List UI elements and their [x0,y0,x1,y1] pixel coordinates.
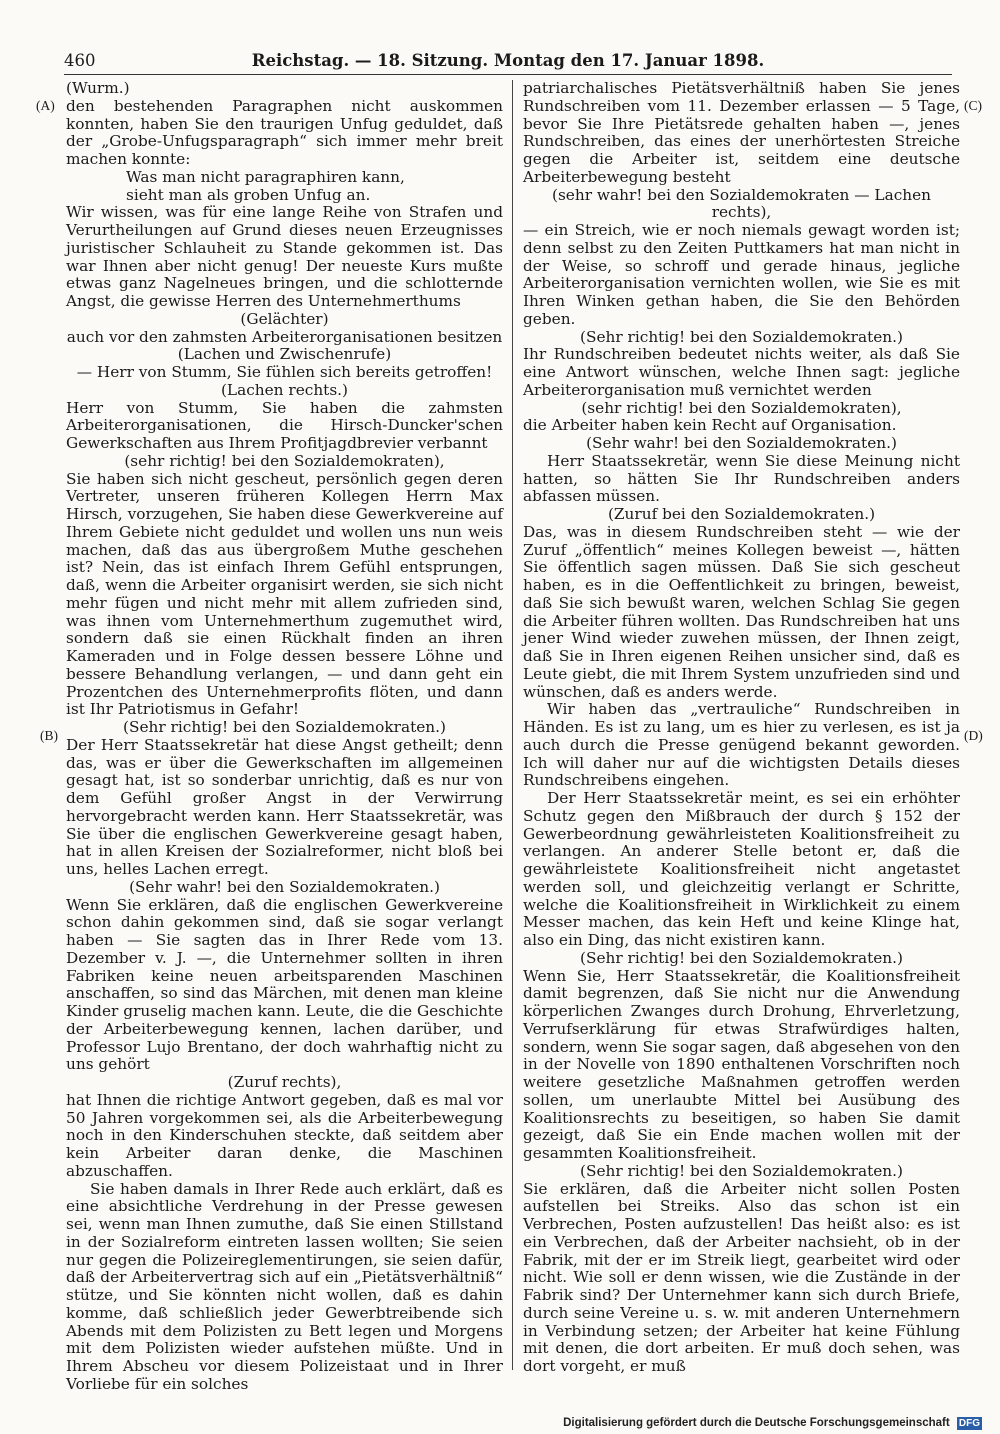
paragraph: Das, was in diesem Rundschreiben steht — wie der Zuruf „öffentlich“ meines Kollegen beweist —, hätten Sie öffentlich sagen müssen. Daß Sie sich gescheut haben, es in die Oeffentlichkeit zu bringen, beweist, daß Sie sich bewußt waren, welchen Schlag Sie gegen die Arbeiter führen wollten. Das Rundschreiben hat uns jener Wind wieder zuwehen müssen, der Ihnen zeigt, daß Sie in Ihren eigenen Reihen unsicher sind, daß es Leute giebt, die mit Ihrem System unzufrieden sind und wünschen, daß es anders werde. [523,522,960,701]
paragraph: Was man nicht paragraphiren kann, [126,167,405,186]
paragraph: Wir haben das „vertrauliche“ Rundschreiben in Händen. Es ist zu lang, um es hier zu verlesen, es ist ja auch durch die Presse genügend bekannt geworden. Ich will daher nur auf die wichtigsten Details dieses Rundschreibens eingehen. [523,700,960,790]
right-column [523,80,960,1376]
paragraph: sieht man als groben Unfug an. [126,185,371,204]
stage-direction: (Lachen und Zwischenrufe) [177,345,392,364]
paragraph: hat Ihnen die richtige Antwort gegeben, daß es mal vor 50 Jahren vorgekommen sei, als die Arbeiterbewegung noch in den Kinderschuhen steckte, daß seitdem aber kein Arbeiter daran denke, die Maschinen abzuschaffen. [66,1090,503,1180]
stage-direction: (Sehr wahr! bei den Sozialdemokraten.) [129,877,440,896]
paragraph: Herr Staatssekretär, wenn Sie diese Meinung nicht hatten, so hätten Sie Ihr Rundschreiben anders abfassen müssen. [523,451,960,506]
margin-mark-c: (C) [964,98,982,113]
paragraph: Wenn Sie, Herr Staatssekretär, die Koalitionsfreiheit damit begrenzen, daß Sie nicht nur die Anwendung körperlichen Zwanges durch Drohung, Ehrverletzung, Verrufserklärung für etwas Strafwürdiges halten, sondern, wenn Sie sogar sagen, daß abgesehen von den in der Novelle von 1890 enthaltenen Vorschriften noch weitere gesetzliche Maßnahmen getroffen werden sollen, um unerlaubte Mittel bei Ausübung des Koalitionsrechts zu beseitigen, so haben Sie damit gezeigt, daß Sie ein Ende machen wollen mit der gesammten Koalitionsfreiheit. [523,966,960,1162]
paragraph: Sie erklären, daß die Arbeiter nicht sollen Posten aufstellen bei Streiks. Also das schon ist ein Verbrechen, Posten aufzustellen! Das heißt also: es ist ein Verbrechen, daß der Arbeiter nachsieht, ob in der Fabrik, mit der er im Streik liegt, gearbeitet wird oder nicht. Wie soll er denn wissen, wie die Zustände in der Fabrik sind? Der Unternehmer kann sich durch Briefe, durch seine Vereine u. s. w. mit anderen Unternehmern in Verbindung setzen; der Arbeiter hat keine Fühlung mit denen, die dort arbeiten. Er muß doch sehen, was dort vorgeht, er muß [523,1179,960,1375]
paragraph: (Wurm.) [66,79,130,97]
paragraph: Sie haben sich nicht gescheut, persönlich gegen deren Vertreter, unseren früheren Kollegen Herrn Max Hirsch, vorzugehen, Sie haben diese Gewerkvereine auf Ihrem Gebiete nicht geduldet und wollen uns nun weis machen, daß das aus übergroßem Muthe geschehen ist? Nein, das ist einfach Ihrem Gefühl entsprungen, daß, wenn die Arbeiter organisirt werden, sie sich nicht mehr fügen und nicht mehr mit allem zufrieden sind, was ihnen vom Unternehmerthum zugemuthet wird, sondern daß sie einen Rückhalt finden an ihren Kameraden und in Folge dessen bessere Löhne und bessere Behandlung verlangen, — und dann geht ein Prozentchen des Unternehmerprofits flöten, und dann ist Ihr Patriotismus in Gefahr! [66,469,503,719]
paragraph: Herr von Stumm, Sie haben die zahmsten Arbeiterorganisationen, die Hirsch-Duncker'schen Gewerkschaften aus Ihrem Profitjagdbrevier verbannt [66,398,503,452]
stage-direction: (Sehr richtig! bei den Sozialdemokraten.) [580,327,903,346]
paragraph: die Arbeiter haben kein Recht auf Organisation. [523,416,897,435]
stage-direction: (Zuruf rechts), [227,1073,342,1091]
stage-direction: (sehr wahr! bei den Sozialdemokraten — Lachen rechts), [551,185,932,222]
margin-mark-b: (B) [40,728,58,743]
dfg-logo: DFG [958,1418,980,1429]
header-rule [64,74,952,75]
stage-direction: (Zuruf bei den Sozialdemokraten.) [607,505,876,523]
running-title: Reichstag. — 18. Sitzung. Montag den 17. Januar 1898. [251,51,765,70]
stage-direction: (Sehr richtig! bei den Sozialdemokraten.) [123,718,446,736]
paragraph: den bestehenden Paragraphen nicht auskommen konnten, haben Sie den traurigen Unfug geduldet, daß der „Grobe-Unfugsparagraph“ sich immer mehr breit machen konnte: [66,96,503,168]
paragraph: patriarchalisches Pietätsverhältniß haben Sie jenes Rundschreiben vom 11. Dezember erlassen — 5 Tage, bevor Sie Ihre Pietätsrede gehalten haben —, jenes Rundschreiben, das eines der unerhörtesten Streiche gegen die Arbeiter ist, seitdem eine deutsche Arbeiterbewegung besteht [523,79,960,186]
margin-mark-d: (D) [964,728,983,743]
paragraph: Der Herr Staatssekretär hat diese Angst getheilt; denn das, was er über die Gewerkschaften im allgemeinen gesagt hat, ist so sonderbar unrichtig, daß es nur von dem Gefühl großer Angst in der Verwirrung hervorgebracht werden kann. Herr Staatssekretär, was Sie über die englischen Gewerkvereine gesagt haben, hat in allen Kreisen der Sozialreformer, nicht bloß bei uns, helles Lachen erregt. [66,735,503,878]
page-number: 460 [64,51,96,70]
footer-credit [563,1416,982,1430]
stage-direction: auch vor den zahmsten Arbeiterorganisationen besitzen [66,327,503,346]
stage-direction: (Sehr richtig! bei den Sozialdemokraten.) [580,948,903,967]
page-header [64,50,952,72]
left-column [66,80,503,1394]
stage-direction: (sehr richtig! bei den Sozialdemokraten), [581,398,902,417]
paragraph: Wenn Sie erklären, daß die englischen Gewerkvereine schon dahin gekommen sind, daß sie sogar verlangt haben — Sie sagten das in Ihrer Rede vom 13. Dezember v. J. —, die Unternehmer sollten in ihren Fabriken keine neuen arbeitsparenden Maschinen anschaffen, so sind das Märchen, mit denen man kleine Kinder gruselig machen kann. Leute, die die Geschichte der Arbeiterbewegung kennen, lachen darüber, und Professor Lujo Brentano, der doch wahrhaftig nicht zu uns gehört [66,895,503,1074]
paragraph: — ein Streich, wie er noch niemals gewagt worden ist; denn selbst zu den Zeiten Puttkamers hat man nicht in der Weise, so schroff und gerade hinaus, jegliche Arbeiterorganisation vernichten wollen, wie Sie es mit Ihren Winken gethan haben, die Sie den Behörden geben. [523,221,960,328]
footer-text: Digitalisierung gefördert durch die Deutsche Forschungsgemeinschaft [563,1417,950,1429]
stage-direction: (Gelächter) [240,309,329,328]
stage-direction: — Herr von Stumm, Sie fühlen sich bereits getroffen! [76,363,493,381]
paragraph: Wir wissen, was für eine lange Reihe von Strafen und Verurtheilungen auf Grund dieses neuen Erzeugnisses juristischer Schlauheit zu Stande gekommen ist. Das war Ihnen aber nicht genug! Der neueste Kurs mußte etwas ganz Nagelneues bringen, und die schlotternde Angst, die gewisse Herren des Unternehmerthums [66,203,503,310]
stage-direction: (Sehr richtig! bei den Sozialdemokraten.) [580,1161,903,1180]
stage-direction: (Sehr wahr! bei den Sozialdemokraten.) [586,434,897,452]
column-divider [512,80,513,1370]
paragraph: Ihr Rundschreiben bedeutet nichts weiter, als daß Sie eine Antwort wünschen, welche Ihnen sagt: jegliche Arbeiterorganisation muß vernichtet werden [523,345,960,399]
paragraph: Sie haben damals in Ihrer Rede auch erklärt, daß es eine absichtliche Verdrehung in der Presse gewesen sei, wenn man Ihnen zumuthe, daß Sie einen Stillstand in der Sozialreform eintreten lassen wollten; Sie seien nur gegen die Polizeireglementirungen, sie seien dafür, daß der Arbeitervertrag sich auf ein „Pietätsverhältniß“ stütze, und Sie könnten nicht wollen, daß es dahin komme, daß schließlich jeder Gewerbtreibende sich Abends mit dem Polizisten zu Bett legen und Morgens mit dem Polizisten wieder aufstehen müßte. Und in Ihrem Abscheu vor diesem Polizeistaat und in Ihrer Vorliebe für ein solches [66,1179,503,1393]
stage-direction: (Lachen rechts.) [220,380,349,399]
paragraph: Der Herr Staatssekretär meint, es sei ein erhöhter Schutz gegen den Mißbrauch der durch § 152 der Gewerbeordnung gewährleisteten Koalitionsfreiheit zu verlangen. An anderer Stelle betont er, daß die gewährleistete Koalitionsfreiheit nicht angetastet werden soll, und gleichzeitig verlangt er Schritte, welche die Koalitionsfreiheit in Wirklichkeit zu einem Messer machen, das kein Heft und keine Klinge hat, also ein Ding, das nicht existiren kann. [523,789,960,949]
stage-direction: (sehr richtig! bei den Sozialdemokraten), [124,451,445,470]
margin-mark-a: (A) [36,98,55,113]
